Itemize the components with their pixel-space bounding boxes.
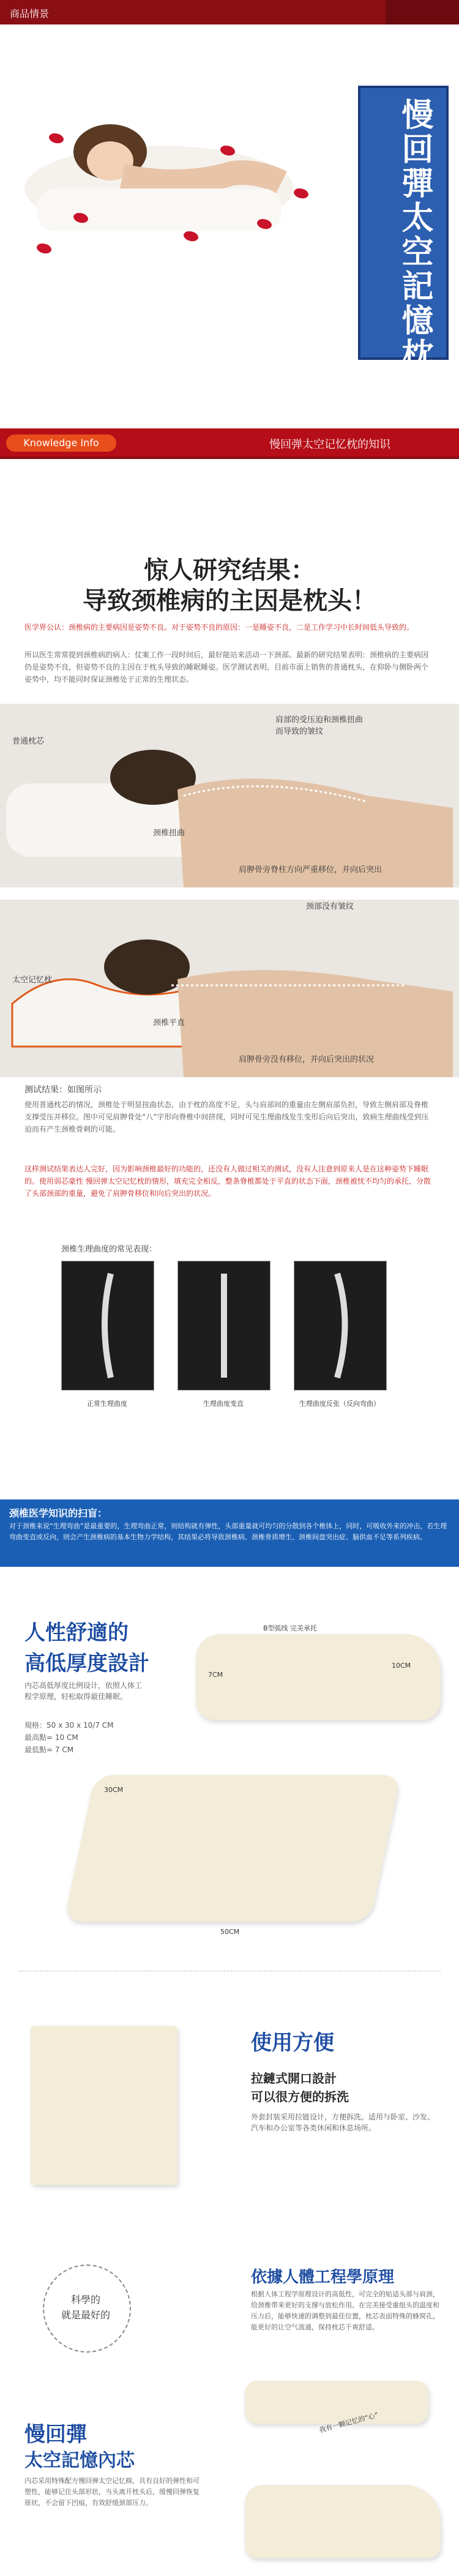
spec-low: 最低點= 7 CM [24,1745,74,1754]
height-high-label: 10CM [392,1662,411,1670]
label-neck-straight: 颈椎平直 [153,1018,185,1028]
usage-sub2: 可以很方便的拆洗 [251,2089,349,2104]
xray-caption: 生理曲度反张（反向弯曲） [299,1400,380,1408]
thickness-title-1: 人性舒適的 [24,1621,129,1645]
memory-title-2: 太空記憶內芯 [24,2450,135,2471]
divider [0,457,459,459]
headline-line2: 导致颈椎病的主因是枕头！ [83,587,376,615]
blue-bar-title: 颈椎医学知识的扫盲： [9,1507,108,1519]
diagnosis-body: 使用普通枕芯的情况，颈椎处于明显扭曲状态，由于枕的高度不足，头与肩部间的重量由左侧肩部负担，导致左侧肩部及脊椎支撑受压并移位。图中可见肩胛骨处“八”字形向脊椎中间挤现，同时可见生理曲线发生变形后向后突出，致病生理曲线受到压迫而有产生颈椎骨刺的可能。 [24,1100,429,1133]
usage-body: 外套封装采用拉链设计，方便拆洗。适用与卧室、沙发、汽车和办公室等各类休闲和休息场所。 [251,2113,435,2132]
header-title: 商品情景 [10,8,50,20]
knowledge-title: 慢回弹太空记忆枕的知识 [269,438,390,451]
usage-title: 使用方便 [251,2031,334,2055]
pillow-top-view [64,1775,401,1922]
width-label: 50CM [220,1928,240,1936]
banner-title: 慢回彈太空記憶枕 [396,98,433,372]
memory-pillow-label: 我有一颗记忆的“心” [318,2411,379,2435]
usage-sub1: 拉鏈式開口設計 [251,2071,337,2086]
spec-high: 最高點= 10 CM [24,1733,78,1742]
label-spine-shift: 肩胛骨旁脊柱方向严重移位，并向后突出 [239,865,382,875]
xray-title: 颈椎生理曲度的常见表现： [61,1245,157,1254]
diagnosis-title: 测试结果：如图所示 [24,1085,102,1095]
xray-straight [177,1261,271,1391]
diagnosis-highlight: 这样测试结果表达人完好，因为影响颈椎最好的功能的，还没有人做过相关的测试，没有人注意到原来人是在这种姿势下睡眠的。使用弱芯豪性 慢回弹太空记忆枕的情形，填充完全相反，整条脊椎都处于平直的状态下面，颈椎被忧不均匀的承托，分散了头部颈部的重量，避免了肩胛骨移位和向后突出的状况。 [24,1165,431,1198]
zipper-closeup [31,2026,177,2185]
xray-caption: 生理曲度变直 [203,1400,244,1408]
pillow-side-view [196,1634,441,1720]
sleeping-illustration-2 [0,900,459,1077]
xray-reversed [294,1261,387,1391]
circle-line2: 就是最好的 [61,2309,110,2321]
photo-memory-pillow [0,900,459,1077]
headline-body: 所以医生常常提到颈椎病的病人：仗案工作一段时间后，最好能站来活动一下颈部。最新的研究结果表明：颈椎病的主要病因仍是姿势不良，但姿势不良的主因在于枕头导致的睡眠睡姿。医学测试表明，目前市面上销售的普通枕头，在仰卧与侧卧两个姿势中，均不能同时保证颈椎处于正常的生理状态。 [24,651,429,684]
ergonomic-body: 根据人体工程学原理设计的高低性，可完全的贴适头部与肩颈，给颈椎带来更好的支撑与放松作用。在完美接受重组头的温度和压力后，能够快速的调整到最佳位置，枕芯表面特殊的蜂窝孔，能更好的让空气流通，保持枕芯干爽舒适。 [251,2290,439,2331]
knowledge-badge: Knowledge Info [6,435,116,452]
blue-bar-body: 对于颈椎来说“生理弯曲”是最重要的，生理弯曲正常，则结构就有弹性，头部重量就可均匀的分散到各个椎体上，同时，可吸收外来的冲击，若生理弯曲变直或反向，则会产生颈椎病的基本生物力学结构，其结果必将导致颈椎病、颈椎骨质增生、颈椎间盘突出症、脑供血不足等系列疾病。 [9,1522,447,1541]
ergonomic-title: 依據人體工程學原理 [251,2268,395,2287]
label-no-wrinkle: 颈部没有皱纹 [306,902,354,911]
headline-red-text: 医学界公认：颈椎病的主要病因是姿势不良。对于姿势不良的原因：一是睡姿不良，二是工作学习中长时间低头导致的。 [24,623,414,632]
xray-normal [61,1261,154,1391]
label-shoulder-wrinkle: 肩部的受压迫和颈椎扭曲 而导致的皱纹 [275,715,364,736]
circle-line1: 科學的 [70,2294,100,2305]
headline-line1: 惊人研究结果： [144,556,315,584]
label-neck-twist: 颈椎扭曲 [153,829,185,838]
spec-size: 規格：50 x 30 x 10/7 CM [24,1721,114,1730]
label-ordinary-pillow: 普通枕芯 [12,737,45,746]
photo-ordinary-pillow [0,704,459,887]
height-low-label: 7CM [208,1671,223,1679]
memory-hand-pillow [245,2381,428,2424]
label-spine-normal: 肩胛骨旁没有移位，并向后突出的状况 [239,1055,375,1064]
xray-caption: 正常生理曲度 [87,1400,127,1408]
thickness-desc: 内芯高低厚度比例设计，依照人体工程学原理，轻松取得最佳睡眠。 [24,1681,143,1701]
depth-label: 30CM [104,1786,124,1794]
sleeping-illustration-1 [0,704,459,887]
header-ornament [386,0,459,24]
memory-pillow-product [245,2485,441,2558]
label-memory-pillow: 太空记忆枕 [12,976,53,985]
curve-label: B型弧线 完美承托 [263,1624,318,1632]
memory-title-1: 慢回彈 [24,2422,87,2447]
memory-body: 内芯采用特殊配方慢回弹太空记忆棉，具有良好的弹性和可塑性，能够记住头部形状，当头离开枕头后，缓慢回弹恢复原状，不会留下凹痕，有效舒缓颈部压力。 [24,2477,200,2507]
thickness-title-2: 高低厚度設計 [24,1651,149,1676]
